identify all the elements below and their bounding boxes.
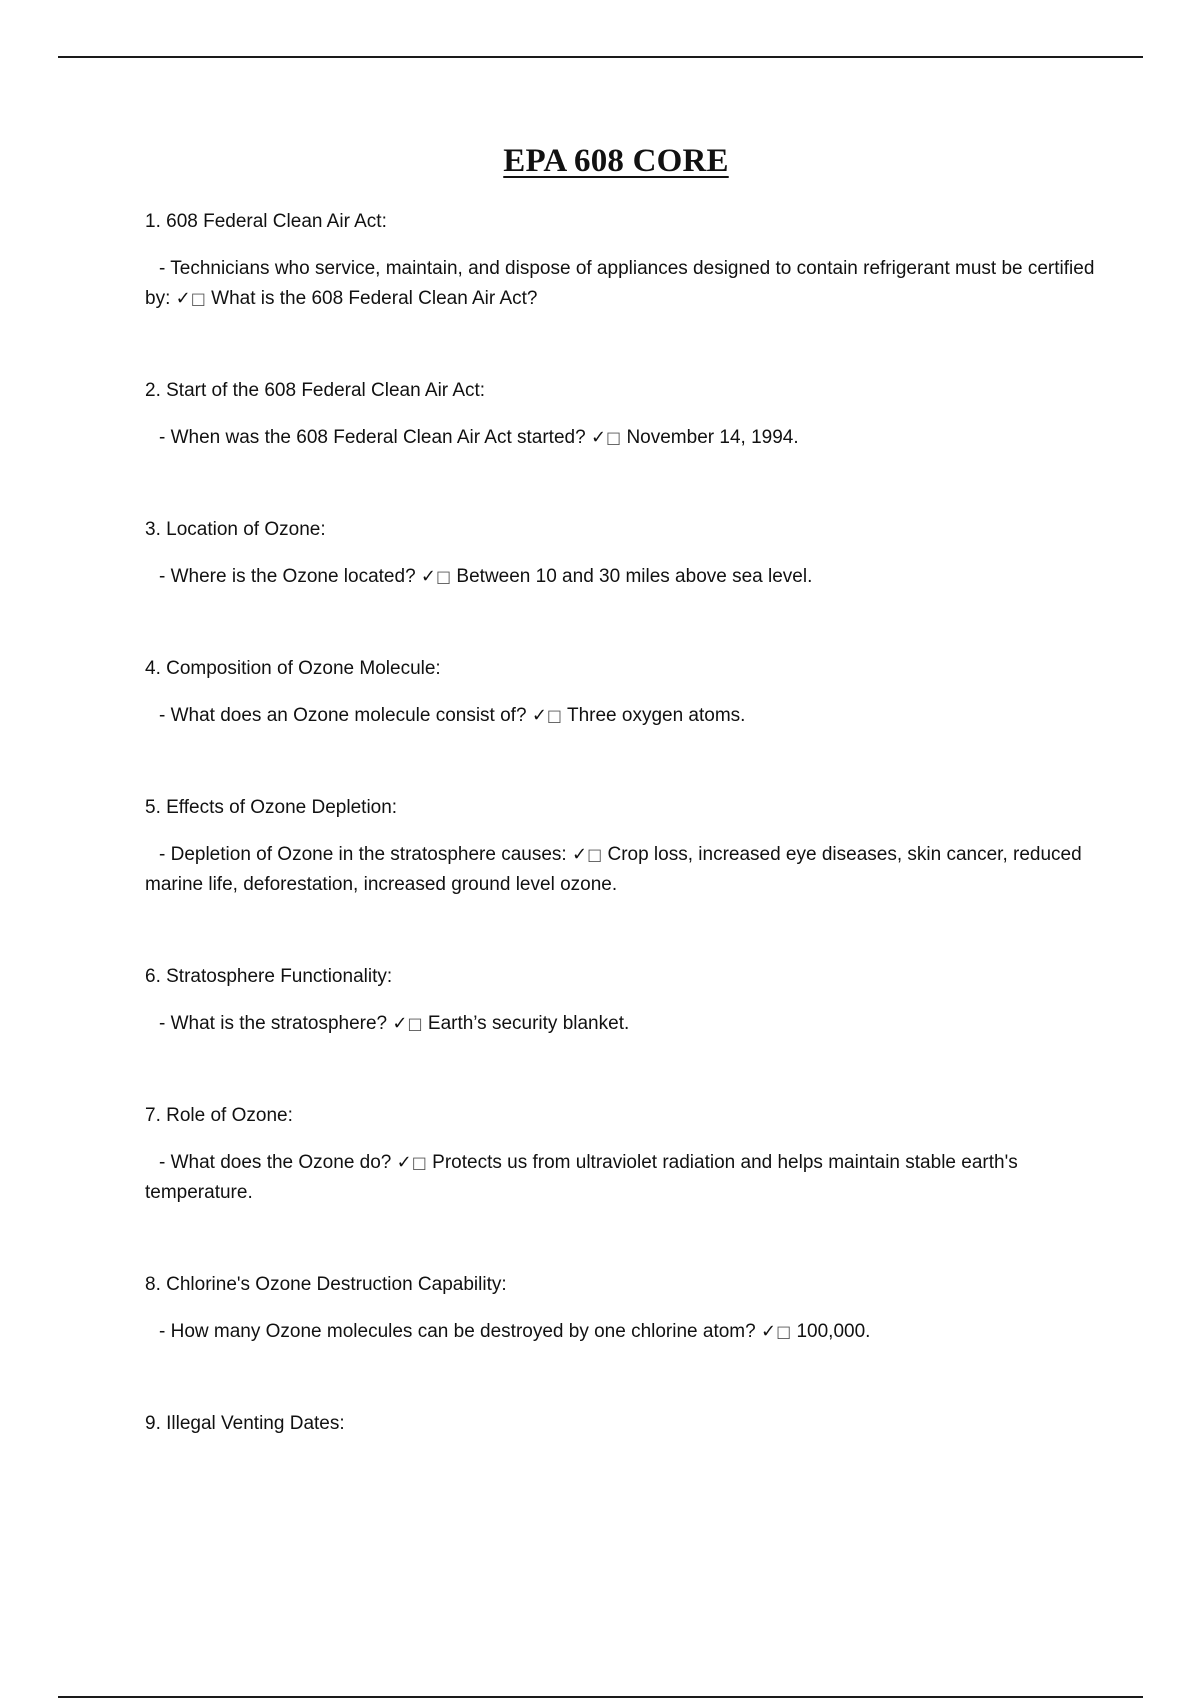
item-question-answer xyxy=(145,254,1095,314)
item-heading: 8. Chlorine's Ozone Destruction Capability: xyxy=(145,1274,507,1295)
item-question-answer xyxy=(145,1009,1095,1039)
item-question: - When was the 608 Federal Clean Air Act started? xyxy=(159,427,586,448)
question-item-2 xyxy=(145,379,1095,518)
checkbox-icon: □ xyxy=(776,1322,792,1341)
item-heading: 2. Start of the 608 Federal Clean Air Act: xyxy=(145,380,486,401)
item-heading: 4. Composition of Ozone Molecule: xyxy=(145,658,441,679)
item-question-answer xyxy=(145,423,1095,453)
item-heading: 5. Effects of Ozone Depletion: xyxy=(145,797,398,818)
item-question-answer xyxy=(145,1148,1095,1208)
item-question-answer xyxy=(145,562,1095,592)
item-question: - What does an Ozone molecule consist of? xyxy=(159,705,527,726)
checkbox-icon: □ xyxy=(407,1014,423,1033)
question-list xyxy=(145,210,1095,1551)
item-answer: November 14, 1994. xyxy=(626,427,799,448)
checkbox-icon: □ xyxy=(436,567,452,586)
question-item-8 xyxy=(145,1273,1095,1412)
item-question: - What is the stratosphere? xyxy=(159,1013,388,1034)
question-item-6 xyxy=(145,965,1095,1104)
check-icon: ✓ xyxy=(531,705,547,726)
item-answer: Earth’s security blanket. xyxy=(427,1013,630,1034)
question-item-3 xyxy=(145,518,1095,657)
item-heading: 9. Illegal Venting Dates: xyxy=(145,1413,345,1434)
check-icon: ✓ xyxy=(392,1013,408,1034)
item-question-answer xyxy=(145,1317,1095,1347)
question-item-1 xyxy=(145,210,1095,379)
checkbox-icon: □ xyxy=(606,428,622,447)
item-question: - Technicians who service, maintain, and dispose of appliances designed to contain refrigerant must be certified by: xyxy=(145,258,1095,309)
question-item-5 xyxy=(145,796,1095,965)
question-item-4 xyxy=(145,657,1095,796)
item-answer: 100,000. xyxy=(796,1321,871,1342)
item-question: - Where is the Ozone located? xyxy=(159,566,416,587)
check-icon: ✓ xyxy=(175,288,191,309)
item-heading: 3. Location of Ozone: xyxy=(145,519,326,540)
item-answer: Crop loss, increased eye diseases, skin cancer, reduced marine life, deforestation, increased ground level ozone. xyxy=(145,844,1082,895)
top-rule xyxy=(58,56,1143,58)
item-question-answer xyxy=(145,840,1095,900)
checkbox-icon: □ xyxy=(190,289,206,308)
item-question: - Depletion of Ozone in the stratosphere causes: xyxy=(159,844,567,865)
item-answer: Three oxygen atoms. xyxy=(566,705,746,726)
item-question-answer xyxy=(145,701,1095,731)
item-heading: 7. Role of Ozone: xyxy=(145,1105,293,1126)
item-heading: 6. Stratosphere Functionality: xyxy=(145,966,393,987)
item-answer: What is the 608 Federal Clean Air Act? xyxy=(211,288,538,309)
check-icon: ✓ xyxy=(760,1321,777,1342)
checkbox-icon: □ xyxy=(587,845,603,864)
question-item-9 xyxy=(145,1412,1095,1551)
checkbox-icon: □ xyxy=(411,1153,427,1172)
check-icon: ✓ xyxy=(590,427,607,448)
item-answer: Between 10 and 30 miles above sea level. xyxy=(456,566,813,587)
check-icon: ✓ xyxy=(420,566,437,587)
document-title: EPA 608 CORE xyxy=(503,143,729,179)
question-item-7 xyxy=(145,1104,1095,1273)
checkbox-icon: □ xyxy=(546,706,563,725)
item-heading: 1. 608 Federal Clean Air Act: xyxy=(145,211,387,232)
bottom-rule xyxy=(58,1696,1143,1698)
item-question: - How many Ozone molecules can be destroyed by one chlorine atom? xyxy=(159,1321,756,1342)
item-answer: Protects us from ultraviolet radiation and helps maintain stable earth's temperature. xyxy=(145,1152,1018,1203)
check-icon: ✓ xyxy=(571,844,588,865)
check-icon: ✓ xyxy=(396,1152,412,1173)
item-question: - What does the Ozone do? xyxy=(159,1152,392,1173)
